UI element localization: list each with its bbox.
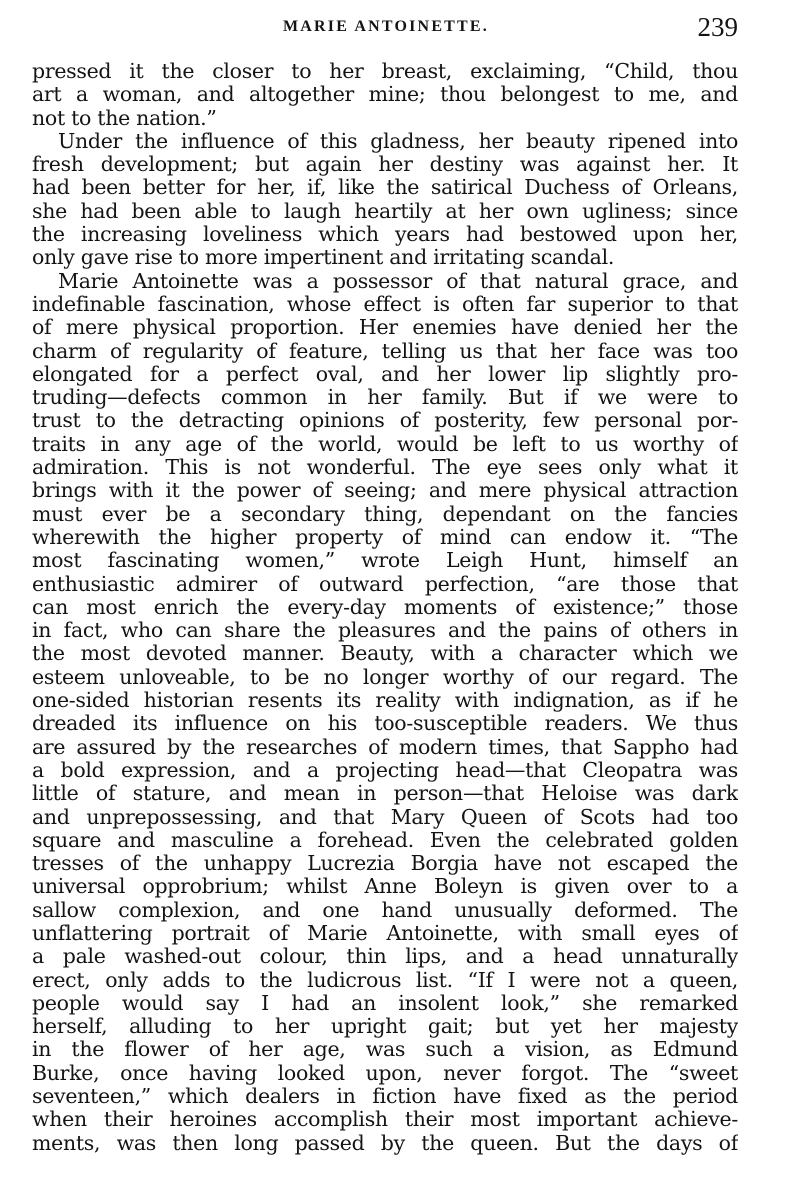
text-line: trust to the detracting opinions of posterity, few personal por-: [32, 409, 738, 433]
text-line: ments, was then long passed by the queen. But the days of: [32, 1131, 738, 1155]
text-line: art a woman, and altogether mine; thou belongest to me, and: [32, 83, 738, 107]
text-line: charm of regularity of feature, telling us that her face was too: [32, 339, 738, 363]
text-line: elongated for a perfect oval, and her lower lip slightly pro-: [32, 362, 738, 386]
text-line: a bold expression, and a projecting head—that Cleopatra was: [32, 758, 738, 782]
text-line: are assured by the researches of modern times, that Sappho had: [32, 735, 738, 759]
text-line: enthusiastic admirer of outward perfection, “are those that: [32, 572, 738, 596]
text-line: unflattering portrait of Marie Antoinette, with small eyes of: [32, 921, 738, 945]
text-line: tresses of the unhappy Lucrezia Borgia have not escaped the: [32, 852, 738, 876]
text-line: the most devoted manner. Beauty, with a character which we: [32, 642, 738, 666]
text-line: of mere physical proportion. Her enemies have denied her the: [32, 316, 738, 340]
text-line: in the flower of her age, was such a vision, as Edmund: [32, 1038, 738, 1062]
text-line: must ever be a secondary thing, dependant on the fancies: [32, 502, 738, 526]
text-line: indefinable fascination, whose effect is often far superior to that: [32, 292, 738, 316]
text-line: square and masculine a forehead. Even the celebrated golden: [32, 828, 738, 852]
page-header: [30, 10, 742, 44]
text-line: universal opprobrium; whilst Anne Boleyn is given over to a: [32, 875, 738, 899]
text-line: little of stature, and mean in person—that Heloise was dark: [32, 782, 738, 806]
text-line: and unprepossessing, and that Mary Queen of Scots had too: [32, 805, 738, 829]
text-line: she had been able to laugh heartily at her own ugliness; since: [32, 199, 738, 223]
text-line: sallow complexion, and one hand unusually deformed. The: [32, 898, 738, 922]
text-line: herself, alluding to her upright gait; but yet her majesty: [32, 1015, 738, 1039]
text-line: wherewith the higher property of mind can endow it. “The: [32, 525, 738, 549]
text-line: brings with it the power of seeing; and mere physical attraction: [32, 479, 738, 503]
text-line: when their heroines accomplish their most important achieve-: [32, 1108, 738, 1132]
text-line: traits in any age of the world, would be left to us worthy of: [32, 432, 738, 456]
text-line: admiration. This is not wonderful. The eye sees only what it: [32, 456, 738, 480]
text-line: the increasing loveliness which years had bestowed upon her,: [32, 223, 738, 247]
text-line: Marie Antoinette was a possessor of that natural grace, and: [58, 269, 738, 293]
text-line: esteem unloveable, to be no longer worthy of our regard. The: [32, 665, 738, 689]
text-line: dreaded its influence on his too-susceptible readers. We thus: [32, 712, 738, 736]
text-line: can most enrich the every-day moments of existence;” those: [32, 595, 738, 619]
text-line: people would say I had an insolent look,” she remarked: [32, 991, 738, 1015]
page-number: 239: [697, 12, 738, 42]
text-line: most fascinating women,” wrote Leigh Hunt, himself an: [32, 549, 738, 573]
text-line: a pale washed-out colour, thin lips, and a head unnaturally: [32, 945, 738, 969]
text-line: in fact, who can share the pleasures and the pains of others in: [32, 619, 738, 643]
text-line: erect, only adds to the ludicrous list. “If I were not a queen,: [32, 968, 738, 992]
text-line: pressed it the closer to her breast, exclaiming, “Child, thou: [32, 60, 738, 83]
text-line: had been better for her, if, like the satirical Duchess of Orleans,: [32, 176, 738, 200]
text-line: Under the influence of this gladness, her beauty ripened into: [58, 129, 738, 153]
text-line: not to the nation.”: [32, 106, 217, 130]
text-line: one-sided historian resents its reality with indignation, as if he: [32, 689, 738, 713]
text-line: truding—defects common in her family. But if we were to: [32, 386, 738, 410]
body-text: [32, 60, 738, 1155]
text-line: Burke, once having looked upon, never forgot. The “sweet: [32, 1061, 738, 1085]
text-line: fresh development; but again her destiny was against her. It: [32, 153, 738, 177]
text-line: seventeen,” which dealers in fiction have fixed as the period: [32, 1085, 738, 1109]
running-title: MARIE ANTOINETTE.: [282, 18, 490, 35]
text-line: only gave rise to more impertinent and irritating scandal.: [32, 246, 615, 270]
